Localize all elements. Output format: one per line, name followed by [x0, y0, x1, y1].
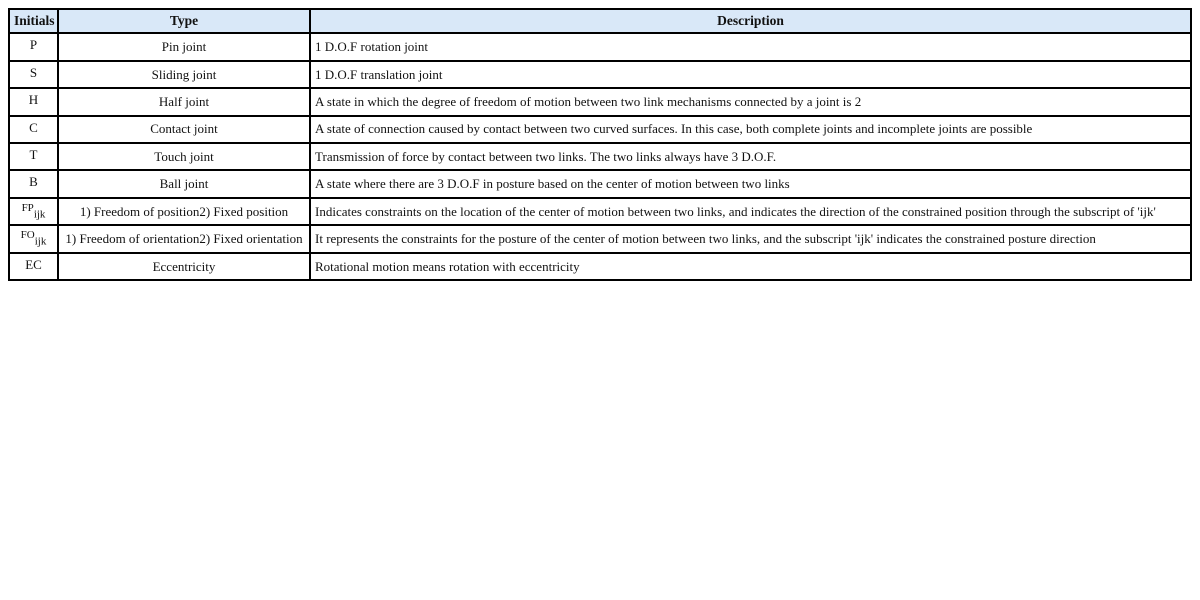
initial-text: T: [29, 146, 38, 162]
initial-text: H: [28, 92, 39, 108]
table-body: [9, 33, 1191, 280]
initials-cell: [9, 88, 58, 115]
table-row: [9, 225, 1191, 252]
column-header-initials: Initials: [9, 9, 58, 33]
table-row: [9, 88, 1191, 115]
table-row: [9, 170, 1191, 197]
description-cell: Transmission of force by contact between two links. The two links always have 3 D.O.F.: [310, 143, 1191, 170]
type-cell: Contact joint: [58, 116, 310, 143]
table-row: [9, 33, 1191, 60]
initial-subscript: ijk: [33, 208, 46, 221]
table-row: [9, 116, 1191, 143]
description-cell: Indicates constraints on the location of the center of motion between two links, and indicates the direction of the constrained position through the subscript of 'ijk': [310, 198, 1191, 225]
column-header-description: Description: [310, 9, 1191, 33]
initials-cell: [9, 143, 58, 170]
type-cell: Touch joint: [58, 143, 310, 170]
initial-text: FP: [21, 201, 34, 214]
joint-notation-table: [8, 8, 1192, 281]
table-header: [9, 9, 1191, 33]
type-cell: Sliding joint: [58, 61, 310, 88]
table-row: [9, 198, 1191, 225]
description-cell: A state where there are 3 D.O.F in posture based on the center of motion between two links: [310, 170, 1191, 197]
initials-cell: [9, 253, 58, 280]
initials-cell: [9, 170, 58, 197]
initial-text: C: [29, 119, 38, 135]
initials-cell: [9, 116, 58, 143]
initials-cell: [9, 198, 58, 225]
description-cell: 1 D.O.F translation joint: [310, 61, 1191, 88]
header-row: [9, 9, 1191, 33]
joint-notation-table-container: [8, 8, 1192, 281]
type-cell: Eccentricity: [58, 253, 310, 280]
initials-cell: [9, 225, 58, 252]
initial-subscript: ijk: [34, 235, 47, 248]
description-cell: 1 D.O.F rotation joint: [310, 33, 1191, 60]
type-cell: 1) Freedom of orientation2) Fixed orientation: [58, 225, 310, 252]
initial-text: EC: [25, 256, 42, 272]
type-cell: Half joint: [58, 88, 310, 115]
initial-text: B: [29, 174, 38, 190]
description-cell: It represents the constraints for the posture of the center of motion between two links, and the subscript 'ijk' indicates the constrained posture direction: [310, 225, 1191, 252]
type-cell: Ball joint: [58, 170, 310, 197]
description-cell: Rotational motion means rotation with eccentricity: [310, 253, 1191, 280]
table-row: [9, 143, 1191, 170]
initial-text: P: [29, 37, 38, 53]
column-header-type: Type: [58, 9, 310, 33]
initials-cell: [9, 61, 58, 88]
description-cell: A state of connection caused by contact between two curved surfaces. In this case, both complete joints and incomplete joints are possible: [310, 116, 1191, 143]
table-row: [9, 61, 1191, 88]
description-cell: A state in which the degree of freedom of motion between two link mechanisms connected by a joint is 2: [310, 88, 1191, 115]
type-cell: 1) Freedom of position2) Fixed position: [58, 198, 310, 225]
table-row: [9, 253, 1191, 280]
initials-cell: [9, 33, 58, 60]
initial-text: S: [29, 64, 38, 80]
type-cell: Pin joint: [58, 33, 310, 60]
initial-text: FO: [20, 229, 35, 242]
